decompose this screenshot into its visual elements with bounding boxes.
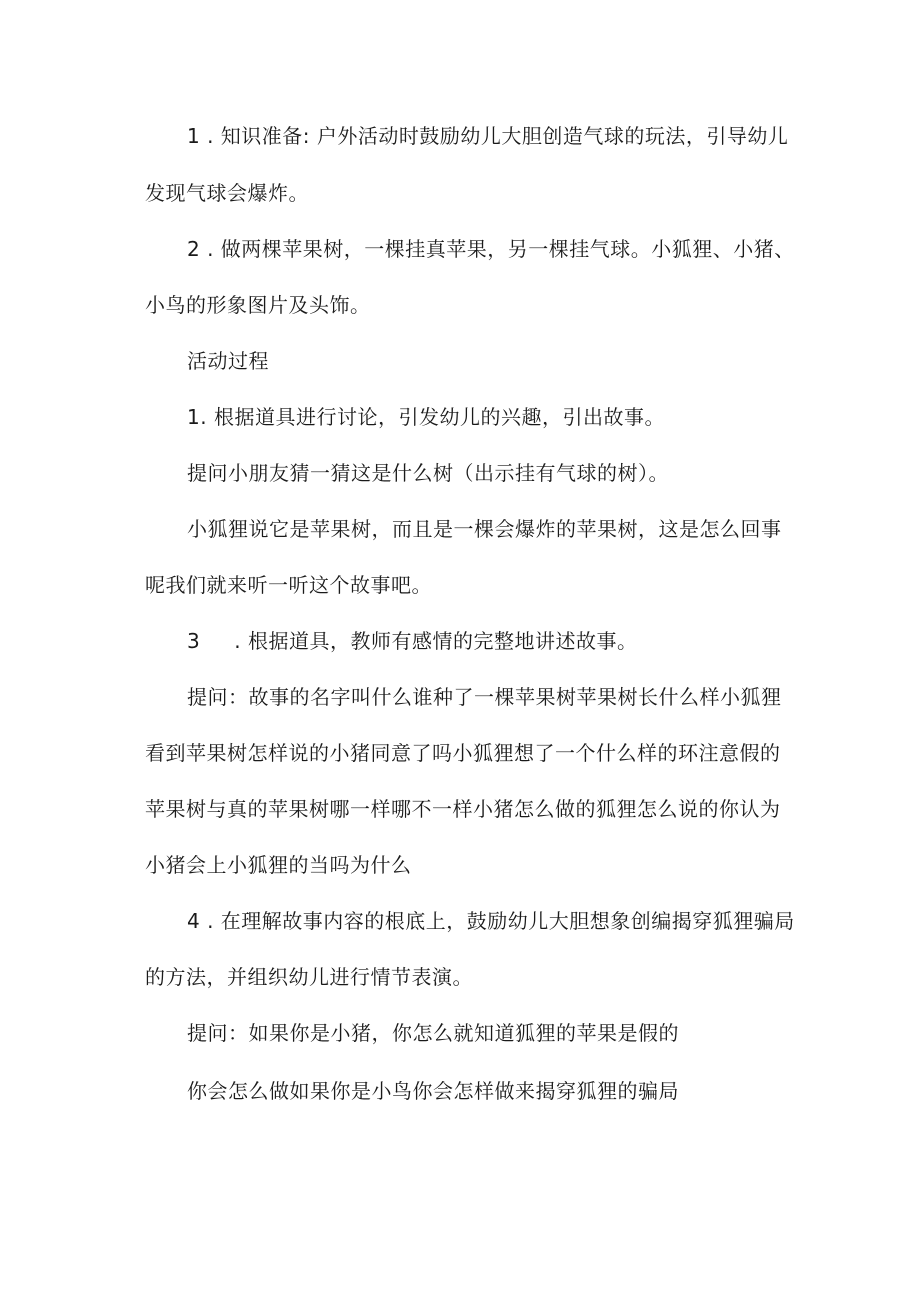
- paragraph-line-6: 1. 根据道具进行讨论，引发幼儿的兴趣，引出故事。: [187, 405, 665, 429]
- paragraph-line-9: 呢我们就来听一听这个故事吧。: [145, 573, 432, 597]
- paragraph-line-11: 提问：故事的名字叫什么谁种了一棵苹果树苹果树长什么样小狐狸: [187, 685, 782, 709]
- paragraph-line-17: 提问：如果你是小猪，你怎么就知道狐狸的苹果是假的: [187, 1021, 679, 1045]
- paragraph-line-16: 的方法，并组织幼儿进行情节表演。: [145, 965, 473, 989]
- paragraph-line-7: 提问小朋友猜一猜这是什么树（出示挂有气球的树）。: [187, 461, 669, 485]
- paragraph-line-10: [187, 627, 637, 655]
- paragraph-line-1: 1 . 知识准备: 户外活动时鼓励幼儿大胆创造气球的玩法，引导幼儿: [187, 124, 789, 148]
- paragraph-line-14: 小猪会上小狐狸的当吗为什么: [145, 853, 412, 877]
- paragraph-line-12: 看到苹果树怎样说的小猪同意了吗小狐狸想了一个什么样的环注意假的: [145, 741, 781, 765]
- paragraph-line-8: 小狐狸说它是苹果树，而且是一棵会爆炸的苹果树，这是怎么回事: [187, 517, 782, 541]
- item-text: . 根据道具，教师有感情的完整地讲述故事。: [234, 629, 638, 653]
- paragraph-line-2: 发现气球会爆炸。: [145, 181, 309, 205]
- paragraph-line-18: 你会怎么做如果你是小鸟你会怎样做来揭穿狐狸的骗局: [187, 1079, 679, 1103]
- paragraph-line-3: 2 . 做两棵苹果树，一棵挂真苹果，另一棵挂气球。小狐狸、小猪、: [187, 237, 795, 261]
- paragraph-line-15: 4 . 在理解故事内容的根底上，鼓励幼儿大胆想象创编揭穿狐狸骗局: [187, 909, 795, 933]
- paragraph-line-13: 苹果树与真的苹果树哪一样哪不一样小猪怎么做的狐狸怎么说的你认为: [145, 797, 781, 821]
- paragraph-line-4: 小鸟的形象图片及头饰。: [145, 293, 371, 317]
- item-number: 3: [187, 629, 201, 653]
- section-heading: 活动过程: [187, 349, 269, 373]
